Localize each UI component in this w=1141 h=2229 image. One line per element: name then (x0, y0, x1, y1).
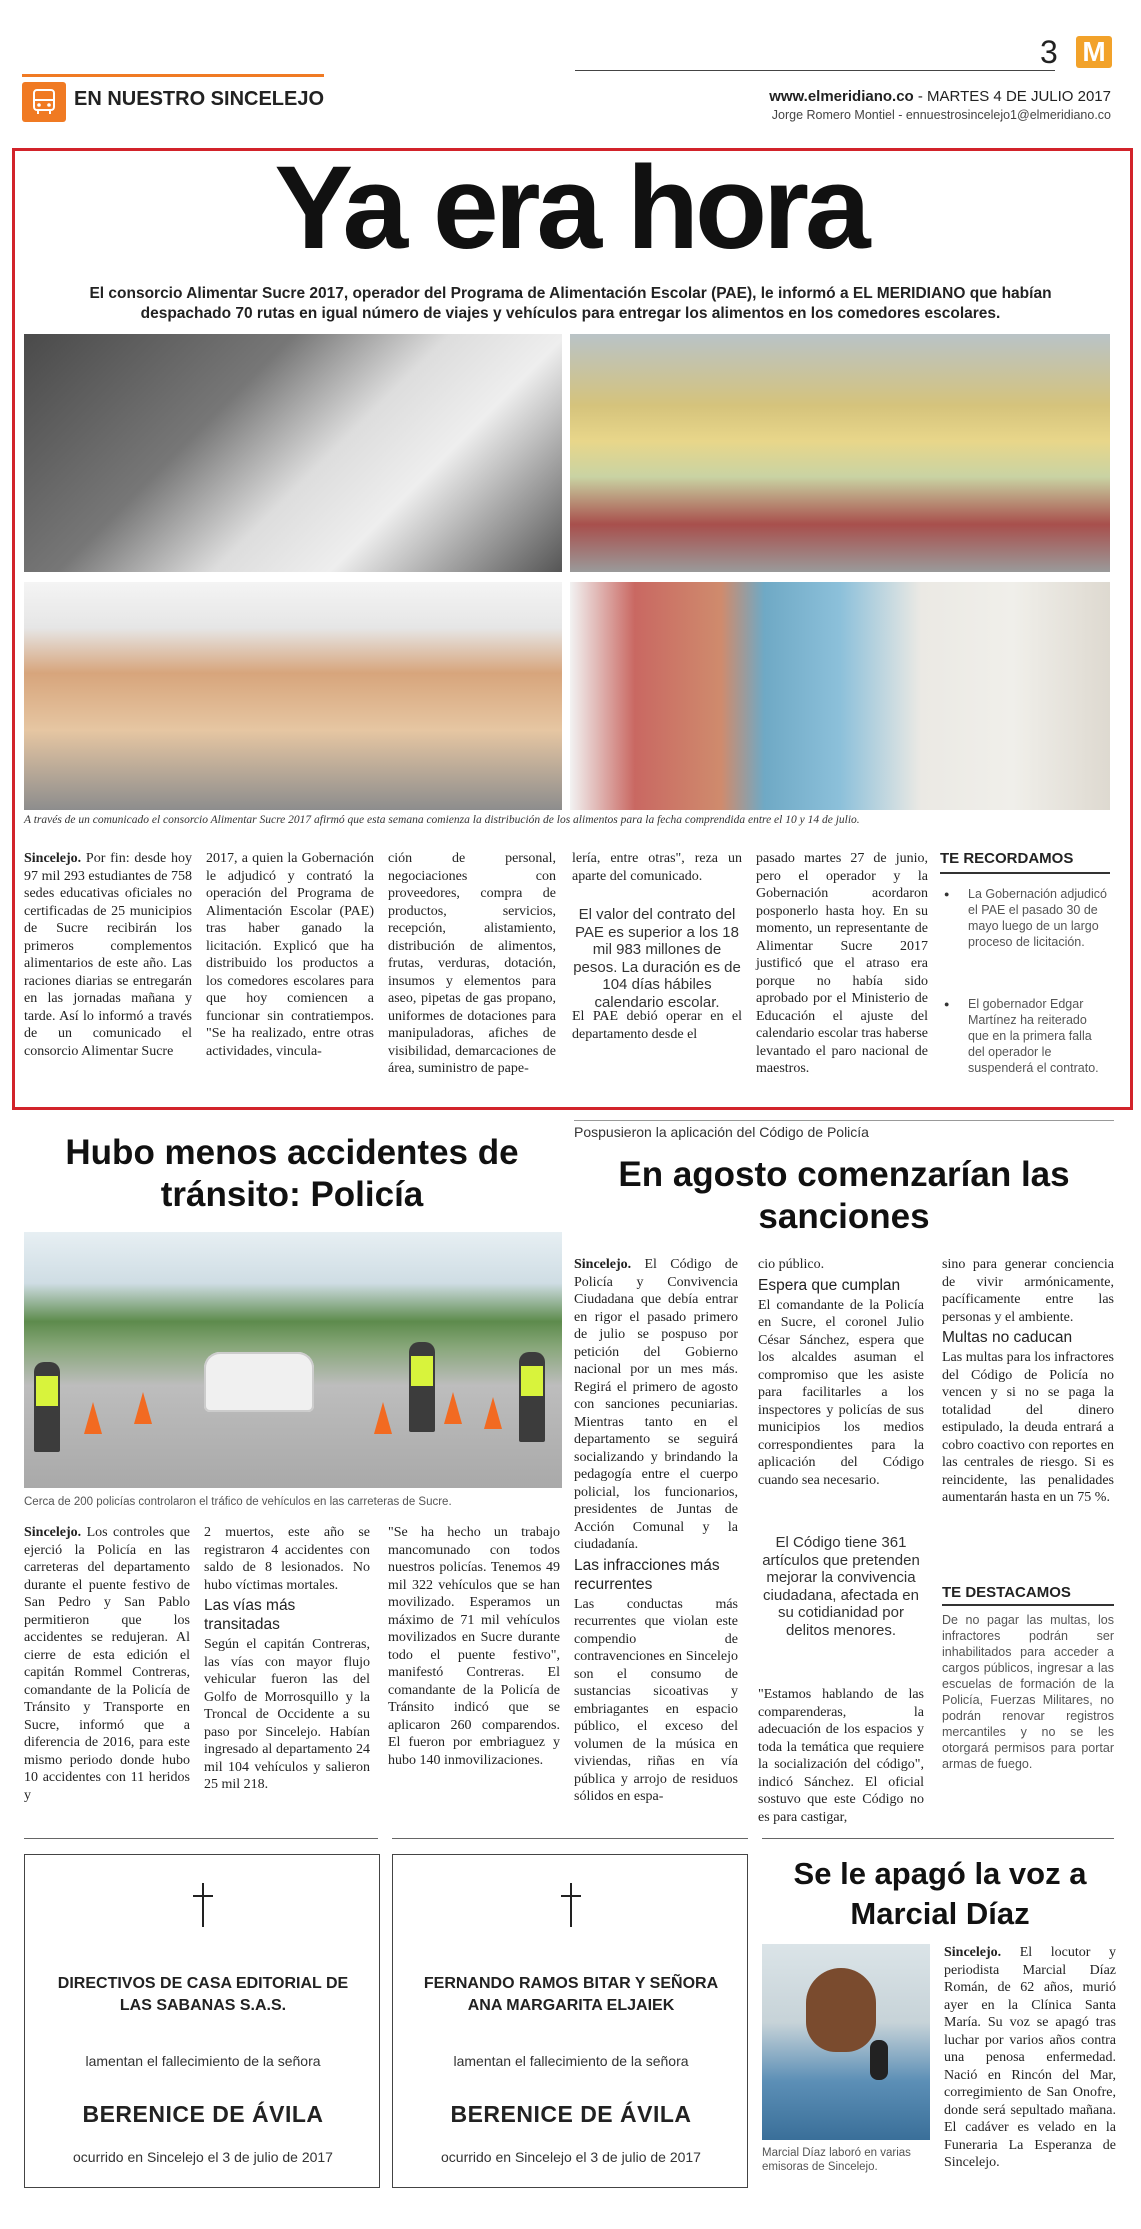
photo-marcial-diaz (762, 1944, 930, 2140)
body-text: Por fin: desde hoy 97 mil 293 estudiantes de 758 sedes educativas oficiales no certificadas de 25 municipios de Sucre recibirán los primeros complementos alimentarios de este año. Las raciones diarias se entregarán en las jornadas mañana y tarde. Así lo informó a través de un comunicado el consorcio Alimentar Sucre (24, 851, 192, 1059)
main-col-2: 2017, a quien la Gobernación le adjudicó y contrató la operación del Programa de Alimentación Escolar (PAE) tras haber ganado la licitación. Explicó que ha distribuido los productos a los comedores escolares para que hoy comiencen a funcionar sin contratiempos. "Se ha realizado, entre otras actividades, vincula- (206, 851, 374, 1059)
sidebar-bullet: ● El gobernador Edgar Martínez ha reiterado que en la primera falla del operador le suspenderá el contrato. (944, 996, 1110, 1076)
accidents-col-2 (204, 1524, 370, 1794)
obituary-deceased: BERENICE DE ÁVILA (82, 2101, 324, 2127)
police-col-2 (758, 1256, 924, 1489)
cross-icon (193, 1883, 213, 1927)
car-shape (204, 1352, 314, 1412)
subheading: Espera que cumplan (758, 1276, 901, 1294)
row-divider (24, 1838, 378, 1839)
police-col-3 (942, 1256, 1114, 1507)
row-divider (392, 1838, 748, 1839)
sidebar-bullet: ● La Gobernación adjudicó el PAE el pasado 30 de mayo luego de un largo proceso de licitación. (944, 886, 1110, 950)
dateline: Sincelejo. (944, 1945, 1002, 1960)
subheading: Las infracciones más recurrentes (574, 1556, 720, 1593)
photo-food-crates (24, 334, 562, 572)
voice-headline: Se le apagó la voz a Marcial Díaz (793, 1856, 1087, 1931)
portrait-shape (806, 1968, 876, 2052)
obituary-notice (24, 1854, 380, 2188)
highlights-text: De no pagar las multas, los infractores podrán ser inhabilitados para acceder a cargos públicos, ingresar a las escuelas de formación de la Policía, Fuerzas Militares, no podrán renovar registros mercantiles y no se les otorgará permisos para portar armas de fuego. (942, 1613, 1114, 1771)
main-col-4-bottom: El PAE debió operar en el departamento desde el (572, 1009, 742, 1042)
issue-date: - MARTES 4 DE JULIO 2017 (913, 88, 1111, 105)
cone-shape (374, 1402, 392, 1434)
highlights-title: TE DESTACAMOS (942, 1584, 1071, 1601)
main-col-5: pasado martes 27 de junio, pero el operador y la Gobernación acordaron posponerlo hasta hoy. En su momento, un representante de Alimentar Sucre 2017 justificó que el atraso era porque no había sido aprobado por el Ministerio de Educación el ajuste del calendario escolar tras haberse levantado el paro nacional de maestros. (756, 851, 928, 1076)
highlights-rule (942, 1604, 1114, 1606)
site-and-date (769, 88, 1111, 105)
photo-egg-trays (24, 582, 562, 810)
photo-truck-cargo (570, 582, 1110, 810)
body-text: Las conductas más recurrentes que violan este compendio de contravenciones en Sincelejo son el consumo de sustancias sicoativas y embriagantes en espacio público, el exceso del volumen de la música en viviendas, riñas en vía pública y arrojo de residuos sólidos en espa- (574, 1596, 738, 1804)
obituary-text: lamentan el fallecimiento de la señora (85, 2053, 321, 2069)
main-photo-caption: A través de un comunicado el consorcio Alimentar Sucre 2017 afirmó que esta semana comienza la distribución de los alimentos para la fecha comprendida entre el 10 y 14 de julio. (24, 814, 860, 826)
body-text: Las multas para los infractores del Código de Policía no vencen y si no se paga la totalidad del dinero estipulado, la deuda entrará a cobro coactivo con reportes en las centrales de riesgo. Si es reincidente, las penalidades aumentarán hasta en un 75 %. (942, 1350, 1114, 1505)
section-title: EN NUESTRO SINCELEJO (74, 88, 325, 110)
photo-stacked-groceries (570, 334, 1110, 572)
obituary-deceased: BERENICE DE ÁVILA (450, 2101, 692, 2127)
dateline: Sincelejo. (24, 1525, 82, 1540)
body-text: cio público. (758, 1257, 825, 1272)
section-accent-bar (22, 74, 324, 77)
accidents-photo-caption: Cerca de 200 policías controlaron el tráfico de vehículos en las carreteras de Sucre. (24, 1496, 452, 1508)
header-rule (575, 70, 1055, 71)
pull-quote: El valor del contrato del PAE es superior a los 18 mil 983 millones de pesos. La duración es de 104 días hábiles calendario escolar. (573, 906, 741, 1011)
cone-shape (444, 1392, 462, 1424)
body-text: sino para generar conciencia de vivir armónicamente, pacíficamente entre las personas y el ambiente. (942, 1257, 1114, 1325)
police-code-headline: En agosto comenzarían las sanciones (618, 1155, 1070, 1236)
body-text: 2 muertos, este año se registraron 4 accidentes con saldo de 8 lesionados. No hubo víctimas mortales. (204, 1525, 370, 1593)
dateline: Sincelejo. (574, 1257, 632, 1272)
microphone-icon (870, 2040, 888, 2080)
obituary-date: ocurrido en Sincelejo el 3 de julio de 2017 (441, 2149, 701, 2165)
sidebar-rule (940, 872, 1110, 874)
accidents-col-3: "Se ha hecho un trabajo mancomunado con todos nuestros policías. Tenemos 49 mil 322 vehículos que se han movilizado. Esperamos un máximo de 71 mil vehículos movilizados en Sucre durante todo el puente festivo", manifestó Contreras. El comandante de la Policía de Tránsito indicó que se aplicaron 260 comparendos. El fueron por embriaguez y hubo 140 inmovilizaciones. (388, 1525, 560, 1768)
obituary-date: ocurrido en Sincelejo el 3 de julio de 2017 (73, 2149, 333, 2165)
page-number: 3 (1040, 34, 1058, 70)
main-col-4-top: lería, entre otras", reza un aparte del comunicado. (572, 851, 742, 884)
obituary-text: lamentan el fallecimiento de la señora (453, 2053, 689, 2069)
subheading: Las vías más transitadas (204, 1597, 296, 1633)
pull-quote: El Código tiene 361 artículos que pretenden mejorar la convivencia ciudadana, afectada en su cotidianidad por delitos menores. (762, 1534, 920, 1639)
main-deck: El consorcio Alimentar Sucre 2017, operador del Programa de Alimentación Escolar (PAE), le informó a EL MERIDIANO que habían despachado 70 rutas en igual número de viajes y vehículos para entregar los alimentos en los comedores escolares. (89, 285, 1052, 322)
officer-shape (409, 1342, 435, 1432)
photo-police-checkpoint (24, 1232, 562, 1488)
cone-shape (134, 1392, 152, 1424)
voice-photo-caption: Marcial Díaz laboró en varias emisoras de Sincelejo. (762, 2147, 911, 2173)
newspaper-logo: M (1076, 36, 1112, 68)
main-headline: Ya era hora (274, 142, 867, 274)
body-text: El comandante de la Policía en Sucre, el coronel Julio César Sánchez, espera que los alcaldes asuman el compromiso que les asiste para facilitarles a los inspectores y policías de sus municipios los medios correspondientes para la aplicación del Código cuando sea necesario. (758, 1297, 924, 1488)
bus-icon (22, 82, 66, 122)
accidents-col-1 (24, 1524, 190, 1804)
officer-shape (519, 1352, 545, 1442)
cone-shape (484, 1397, 502, 1429)
cross-icon (561, 1883, 581, 1927)
body-text: Los controles que ejerció la Policía en las carreteras del departamento durante el puente festivo de San Pedro y San Pablo permitieron que los accidentes se redujeran. Al cierre de esta edición el capitán Rommel Contreras, comandante de la Policía de Tránsito y Transporte en Sucre, informó que a diferencia de 2016, para este mismo periodo donde hubo 10 accidentes con 11 heridos y (24, 1525, 190, 1803)
obituary-notice (392, 1854, 748, 2188)
body-text: El locutor y periodista Marcial Díaz Román, de 62 años, murió ayer en la Clínica Santa María. Su voz se apagó tras luchar por varios años contra una penosa enfermedad. Nació en Rincón del Mar, corregimiento de San Onofre, donde será sepultado mañana. El cadáver es velado en la Funeraria La Esperanza de Sincelejo. (944, 1945, 1116, 2170)
kicker-rule (574, 1120, 1114, 1121)
subheading: Multas no caducan (942, 1329, 1073, 1346)
main-col-3: ción de personal, negociaciones con proveedores, compra de productos, servicios, recepción, alistamiento, distribución de alimentos, frutas, verduras, dotación, insumos y elementos para aseo, pipetas de gas propano, uniformes de dotaciones para manipuladoras, afiches de visibilidad, demarcaciones de área, suministro de pape- (388, 851, 556, 1076)
dateline: Sincelejo. (24, 851, 82, 866)
police-code-kicker: Pospusieron la aplicación del Código de Policía (574, 1124, 869, 1140)
police-col-2-bottom: "Estamos hablando de las comparenderas, la adecuación de los espacios y toda la temática que requiere la socialización del código", indicó Sánchez. El oficial sostuvo que este Código no es para castigar, (758, 1687, 924, 1825)
obituary-senders: DIRECTIVOS DE CASA EDITORIAL DE LAS SABANAS S.A.S. (57, 1975, 349, 2014)
body-text: Según el capitán Contreras, las vías con mayor flujo vehicular fueron las del Golfo de Morrosquillo y la Troncal de Occidente a su paso por Sincelejo. Habían ingresado al departamento 24 mil 104 vehículos y salieron 25 mil 218. (204, 1637, 370, 1792)
sidebar-title: TE RECORDAMOS (940, 850, 1074, 867)
obituary-senders: FERNANDO RAMOS BITAR Y SEÑORA ANA MARGARITA ELJAIEK (423, 1975, 719, 2014)
main-col-1 (24, 850, 192, 1060)
author-line: Jorge Romero Montiel - ennuestrosincelejo1@elmeridiano.co (771, 108, 1111, 122)
police-col-1 (574, 1256, 738, 1806)
site-url[interactable]: www.elmeridiano.co (769, 88, 914, 105)
row-divider (762, 1838, 1114, 1839)
officer-shape (34, 1362, 60, 1452)
body-text: El Código de Policía y Convivencia Ciudadana que debía entrar en rigor el pasado primero de julio se pospuso por petición del Gobierno nacional por un mes más. Regirá el primero de agosto con sanciones pecuniarias. Mientras tanto en el departamento se seguirá socializando y brindando la pedagogía entre el cuerpo policial, los funcionarios, presidentes de Juntas de Acción Comunal y la ciudadanía. (574, 1257, 738, 1552)
voice-body (944, 1944, 1116, 2172)
accidents-headline: Hubo menos accidentes de tránsito: Policía (65, 1133, 519, 1214)
cone-shape (84, 1402, 102, 1434)
